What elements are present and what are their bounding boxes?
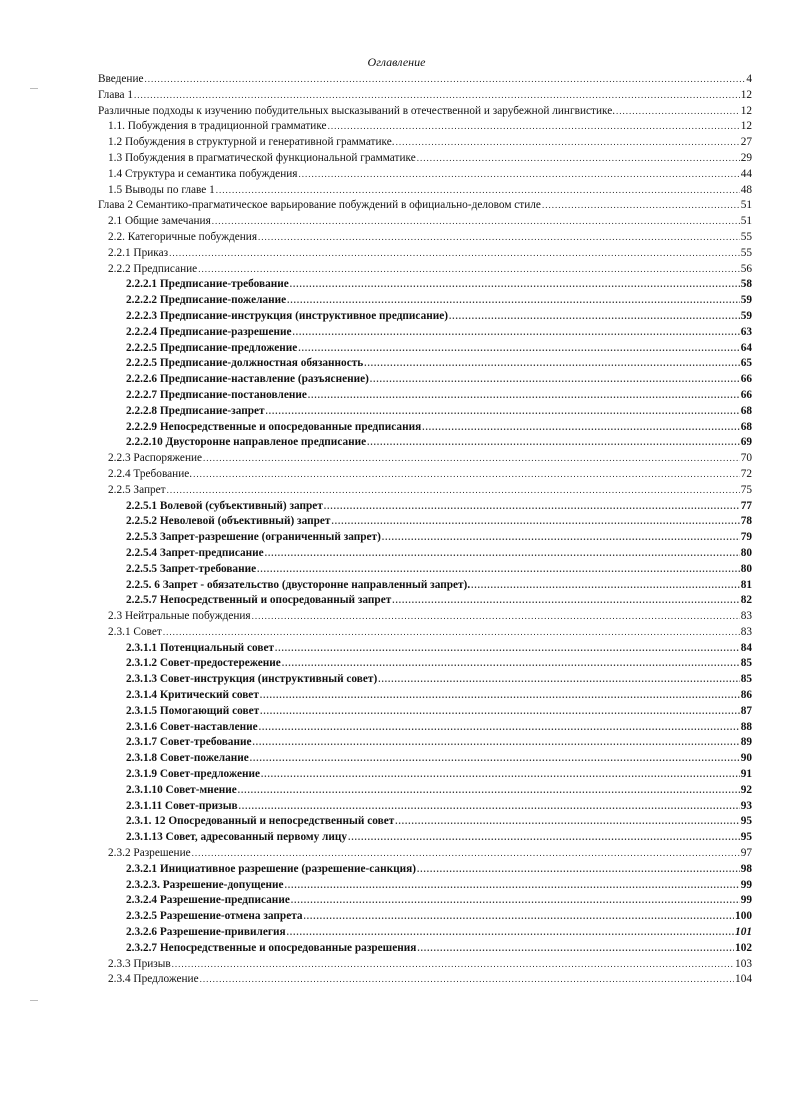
toc-entry[interactable] (98, 609, 752, 625)
toc-entry-page-number: 70 (740, 452, 752, 465)
dot-leader (163, 625, 740, 641)
toc-entry[interactable] (98, 625, 752, 641)
toc-entry[interactable] (98, 925, 752, 941)
toc-entry-label: 2.3.1.9 Совет-предложение (126, 768, 261, 781)
toc-entry-page-number: 65 (740, 357, 752, 370)
dot-leader (266, 404, 740, 420)
toc-entry[interactable] (98, 546, 752, 562)
dot-leader (378, 672, 739, 688)
toc-entry-page-number: 75 (740, 483, 752, 496)
toc-entry[interactable] (98, 846, 752, 862)
dot-leader (449, 309, 740, 325)
dot-leader (328, 119, 740, 135)
toc-entry[interactable] (98, 104, 752, 120)
scan-artifact (30, 88, 38, 89)
toc-entry-page-number: 12 (740, 104, 752, 117)
toc-entry[interactable] (98, 641, 752, 657)
toc-entry[interactable] (98, 119, 752, 135)
toc-entry-label: 1.5 Выводы по главе 1 (108, 183, 215, 196)
dot-leader (382, 530, 740, 546)
dot-leader (282, 656, 740, 672)
dot-leader (252, 735, 739, 751)
toc-entry-page-number: 87 (740, 704, 752, 717)
toc-entry-label: 2.3.1. 12 Опосредованный и непосредственный совет (126, 815, 395, 828)
toc-entry[interactable] (98, 135, 752, 151)
toc-entry[interactable] (98, 893, 752, 909)
toc-entry[interactable] (98, 688, 752, 704)
toc-entry[interactable] (98, 578, 752, 594)
toc-entry[interactable] (98, 467, 752, 483)
toc-entry[interactable] (98, 593, 752, 609)
dot-leader (260, 704, 740, 720)
toc-entry-label: 2.3.1.13 Совет, адресованный первому лицу (126, 831, 348, 844)
toc-entry-label: 2.3.1.6 Совет-наставление (126, 720, 258, 733)
toc-entry-label: 2.2.3 Распоряжение (108, 452, 203, 465)
toc-entry-page-number: 99 (740, 894, 752, 907)
dot-leader (200, 972, 734, 988)
toc-entry-page-number: 86 (740, 689, 752, 702)
toc-entry[interactable] (98, 435, 752, 451)
toc-entry-page-number: 92 (740, 783, 752, 796)
toc-entry[interactable] (98, 972, 752, 988)
toc-entry-label: 2.2.2.2 Предписание-пожелание (126, 294, 287, 307)
toc-entry[interactable] (98, 388, 752, 404)
dot-leader (167, 483, 740, 499)
dot-leader (212, 214, 740, 230)
toc-entry-label: Введение (98, 73, 144, 85)
toc-entry-label: 2.3 Нейтральные побуждения (108, 610, 251, 623)
toc-entry[interactable] (98, 88, 752, 104)
toc-entry-label: 2.2.5.5 Запрет-требование (126, 562, 257, 575)
toc-entry[interactable] (98, 277, 752, 293)
toc-entry[interactable] (98, 151, 752, 167)
toc-entry[interactable] (98, 356, 752, 372)
dot-leader (258, 230, 740, 246)
toc-entry-page-number: 99 (740, 878, 752, 891)
dot-leader (257, 562, 740, 578)
dot-leader (299, 167, 740, 183)
toc-entry[interactable] (98, 656, 752, 672)
toc-entry-page-number: 64 (740, 341, 752, 354)
toc-entry-label: 2.3.2.3. Разрешение-допущение (126, 878, 284, 891)
toc-entry[interactable] (98, 862, 752, 878)
toc-entry-page-number: 48 (740, 183, 752, 196)
toc-entry[interactable] (98, 767, 752, 783)
dot-leader (285, 878, 740, 894)
toc-entry[interactable] (98, 483, 752, 499)
toc-entry-label: 2.2.5 Запрет (108, 483, 166, 496)
toc-entry-page-number: 104 (735, 973, 752, 986)
toc-entry-label: 2.2.2.4 Предписание-разрешение (126, 325, 292, 338)
toc-entry-page-number: 55 (740, 230, 752, 243)
toc-entry-page-number: 55 (740, 246, 752, 259)
dot-leader (542, 198, 740, 214)
dot-leader (216, 183, 740, 199)
toc-entry-label: 1.4 Структура и семантика побуждения (108, 167, 298, 180)
toc-entry-label: 2.3.2.7 Непосредственные и опосредованные разрешения (126, 941, 417, 954)
dot-leader (287, 925, 734, 941)
toc-entry-label: 2.2.5.1 Волевой (субъективный) запрет (126, 499, 323, 512)
dot-leader (252, 609, 740, 625)
toc-entry-label: 1.1. Побуждения в традиционной грамматике (108, 120, 327, 133)
toc-entry-page-number: 66 (740, 388, 752, 401)
toc-entry-page-number: 97 (740, 847, 752, 860)
toc-entry-label: 2.3.1.2 Совет-предостережение (126, 657, 281, 670)
toc-entry-page-number: 81 (740, 578, 752, 591)
toc-entry-page-number: 100 (735, 910, 752, 923)
toc-entry-label: 2.3.2.4 Разрешение-предписание (126, 894, 290, 907)
toc-entry-page-number: 44 (740, 167, 752, 180)
dot-leader (417, 941, 734, 957)
toc-entry[interactable] (98, 372, 752, 388)
dot-leader (203, 451, 740, 467)
toc-entry-page-number: 58 (740, 278, 752, 291)
toc-entry-label: 2.3.2.6 Разрешение-привилегия (126, 926, 286, 939)
toc-entry[interactable] (98, 751, 752, 767)
toc-entry-label: 2.2.2 Предписание (108, 262, 198, 275)
toc-entry[interactable] (98, 230, 752, 246)
toc-entry[interactable] (98, 499, 752, 515)
toc-entry[interactable] (98, 909, 752, 925)
dot-leader (396, 135, 740, 151)
scan-artifact (30, 1000, 38, 1001)
dot-leader (192, 846, 740, 862)
dot-leader (364, 356, 739, 372)
toc-entry-label: 2.2.2.1 Предписание-требование (126, 278, 289, 291)
dot-leader (616, 104, 740, 120)
toc-entry-page-number: 29 (740, 151, 752, 164)
dot-leader (331, 514, 739, 530)
toc-entry-page-number: 90 (740, 752, 752, 765)
toc-entry[interactable] (98, 404, 752, 420)
toc-entry-label: 1.3 Побуждения в прагматической функциональной грамматике (108, 151, 416, 164)
toc-entry-page-number: 12 (740, 88, 752, 101)
dot-leader (238, 783, 740, 799)
toc-entry-page-number: 59 (740, 294, 752, 307)
dot-leader (293, 325, 740, 341)
dot-leader (324, 499, 740, 515)
toc-entry-page-number: 12 (740, 120, 752, 133)
toc-entry[interactable] (98, 814, 752, 830)
toc-entry-label: 1.2 Побуждения в структурной и генеративной грамматике. (108, 136, 395, 149)
dot-leader (291, 893, 740, 909)
toc-entry-page-number: 56 (740, 262, 752, 275)
dot-leader (265, 546, 740, 562)
toc-entry-label: 2.3.1.4 Критический совет (126, 689, 259, 702)
toc-entry[interactable] (98, 735, 752, 751)
dot-leader (367, 435, 740, 451)
toc-entry-page-number: 98 (740, 862, 752, 875)
toc-entry-label: 2.2.1 Приказ (108, 246, 169, 259)
dot-leader (417, 862, 740, 878)
toc-entry-label: 2.2.2.7 Предписание-постановление (126, 388, 307, 401)
dot-leader (417, 151, 740, 167)
toc-entry-page-number: 59 (740, 309, 752, 322)
dot-leader (298, 341, 739, 357)
toc-entry-page-number: 83 (740, 610, 752, 623)
toc-entry-label: 2.3.1.7 Совет-требование (126, 736, 252, 749)
toc-entry[interactable] (98, 325, 752, 341)
toc-entry-page-number: 85 (740, 673, 752, 686)
toc-entry-label: 2.2.2.5 Предписание-предложение (126, 341, 298, 354)
dot-leader (259, 720, 740, 736)
toc-entry[interactable] (98, 830, 752, 846)
dot-leader (471, 578, 740, 594)
toc-entry-page-number: 66 (740, 373, 752, 386)
toc-entry[interactable] (98, 783, 752, 799)
dot-leader (193, 467, 740, 483)
dot-leader (261, 767, 740, 783)
toc-entry-page-number: 82 (740, 594, 752, 607)
toc-entry[interactable] (98, 514, 752, 530)
toc-entry-page-number: 103 (735, 957, 752, 970)
toc-entry[interactable] (98, 420, 752, 436)
toc-entry-page-number: 84 (740, 641, 752, 654)
dot-leader (260, 688, 740, 704)
toc-entry-page-number: 72 (740, 467, 752, 480)
toc-entry[interactable] (98, 262, 752, 278)
toc-entry-label: 2.2.2.9 Непосредственные и опосредованные предписания (126, 420, 422, 433)
toc-entry-page-number: 68 (740, 404, 752, 417)
table-of-contents (98, 72, 752, 988)
toc-entry-page-number: 91 (740, 768, 752, 781)
toc-entry-label: Глава 1 (98, 88, 134, 101)
toc-entry-label: 2.3.2 Разрешение (108, 847, 191, 860)
toc-entry-label: 2.2.5.3 Запрет-разрешение (ограниченный запрет) (126, 531, 381, 544)
toc-entry-label: 2.3.2.5 Разрешение-отмена запрета (126, 910, 303, 923)
dot-leader (392, 593, 739, 609)
toc-entry-page-number: 102 (735, 941, 752, 954)
toc-entry[interactable] (98, 293, 752, 309)
toc-entry[interactable] (98, 246, 752, 262)
toc-entry-page-number: 101 (735, 926, 752, 939)
toc-entry[interactable] (98, 198, 752, 214)
toc-entry-page-number: 93 (740, 799, 752, 812)
toc-entry[interactable] (98, 167, 752, 183)
toc-entry-page-number: 80 (740, 546, 752, 559)
toc-entry-page-number: 4 (746, 73, 752, 85)
toc-entry-label: 2.2.2.3 Предписание-инструкция (инструктивное предписание) (126, 309, 449, 322)
dot-leader (145, 72, 746, 88)
toc-entry-page-number: 78 (740, 515, 752, 528)
toc-entry-label: 2.3.1.3 Совет-инструкция (инструктивный совет) (126, 673, 378, 686)
toc-entry[interactable] (98, 720, 752, 736)
toc-entry-page-number: 89 (740, 736, 752, 749)
dot-leader (395, 814, 739, 830)
toc-entry-page-number: 80 (740, 562, 752, 575)
toc-entry[interactable] (98, 704, 752, 720)
toc-entry[interactable] (98, 341, 752, 357)
toc-entry-label: 2.2.4 Требование. (108, 467, 193, 480)
toc-entry-page-number: 27 (740, 136, 752, 149)
toc-entry-label: 2.3.1.11 Совет-призыв (126, 799, 238, 812)
toc-entry-label: 2.3.2.1 Инициативное разрешение (разрешение-санкция) (126, 862, 416, 875)
toc-entry[interactable] (98, 309, 752, 325)
toc-entry[interactable] (98, 878, 752, 894)
dot-leader (290, 277, 740, 293)
toc-entry-label: 2.2.5.2 Неволевой (объективный) запрет (126, 515, 331, 528)
toc-entry-label: 2.2.5. 6 Запрет - обязательство (двусторонне направленный запрет). (126, 578, 471, 591)
dot-leader (348, 830, 740, 846)
dot-leader (198, 262, 740, 278)
dot-leader (422, 420, 739, 436)
toc-entry-label: 2.3.1.1 Потенциальный совет (126, 641, 275, 654)
toc-entry-label: 2.3.3 Призыв (108, 957, 171, 970)
page-title: Оглавление (367, 55, 426, 69)
toc-entry[interactable] (98, 72, 752, 88)
dot-leader (169, 246, 740, 262)
toc-entry-label: 2.3.1.5 Помогающий совет (126, 704, 260, 717)
toc-entry-page-number: 88 (740, 720, 752, 733)
dot-leader (308, 388, 740, 404)
dot-leader (239, 799, 740, 815)
toc-entry-page-number: 83 (740, 625, 752, 638)
toc-entry-page-number: 95 (740, 815, 752, 828)
toc-entry[interactable] (98, 957, 752, 973)
dot-leader (134, 88, 740, 104)
toc-entry[interactable] (98, 530, 752, 546)
toc-entry[interactable] (98, 799, 752, 815)
dot-leader (250, 751, 740, 767)
toc-entry-page-number: 79 (740, 531, 752, 544)
toc-entry-label: 2.2.2.6 Предписание-наставление (разъяснение) (126, 373, 369, 386)
toc-entry-label: 2.1 Общие замечания (108, 215, 211, 228)
toc-entry[interactable] (98, 451, 752, 467)
toc-entry-label: 2.2.2.8 Предписание-запрет (126, 404, 265, 417)
toc-entry[interactable] (98, 672, 752, 688)
toc-entry-page-number: 69 (740, 436, 752, 449)
toc-entry-label: Различные подходы к изучению побудительных высказываний в отечественной и зарубежной лингвистике. (98, 104, 616, 117)
dot-leader (275, 641, 740, 657)
toc-entry[interactable] (98, 562, 752, 578)
dot-leader (304, 909, 735, 925)
toc-entry-page-number: 77 (740, 499, 752, 512)
toc-entry[interactable] (98, 183, 752, 199)
toc-entry-page-number: 68 (740, 420, 752, 433)
toc-entry-label: 2.3.1.10 Совет-мнение (126, 783, 237, 796)
toc-entry-page-number: 51 (740, 215, 752, 228)
toc-entry-label: 2.3.1 Совет (108, 625, 162, 638)
toc-entry[interactable] (98, 214, 752, 230)
toc-entry[interactable] (98, 941, 752, 957)
dot-leader (370, 372, 740, 388)
toc-entry-label: Глава 2 Семантико-прагматическое варьирование побуждений в официально-деловом стиле (98, 199, 541, 212)
toc-entry-label: 2.3.1.8 Совет-пожелание (126, 752, 249, 765)
toc-entry-label: 2.2.5.7 Непосредственный и опосредованный запрет (126, 594, 392, 607)
toc-entry-label: 2.2.5.4 Запрет-предписание (126, 546, 264, 559)
toc-entry-label: 2.3.4 Предложение (108, 973, 199, 986)
toc-entry-page-number: 51 (740, 199, 752, 212)
dot-leader (287, 293, 740, 309)
toc-entry-page-number: 85 (740, 657, 752, 670)
toc-entry-label: 2.2.2.10 Двусторонне направленое предписание (126, 436, 367, 449)
dot-leader (172, 957, 734, 973)
toc-entry-label: 2.2.2.5 Предписание-должностная обязанность (126, 357, 364, 370)
toc-entry-page-number: 63 (740, 325, 752, 338)
toc-entry-page-number: 95 (740, 831, 752, 844)
toc-entry-label: 2.2. Категоричные побуждения (108, 230, 258, 243)
